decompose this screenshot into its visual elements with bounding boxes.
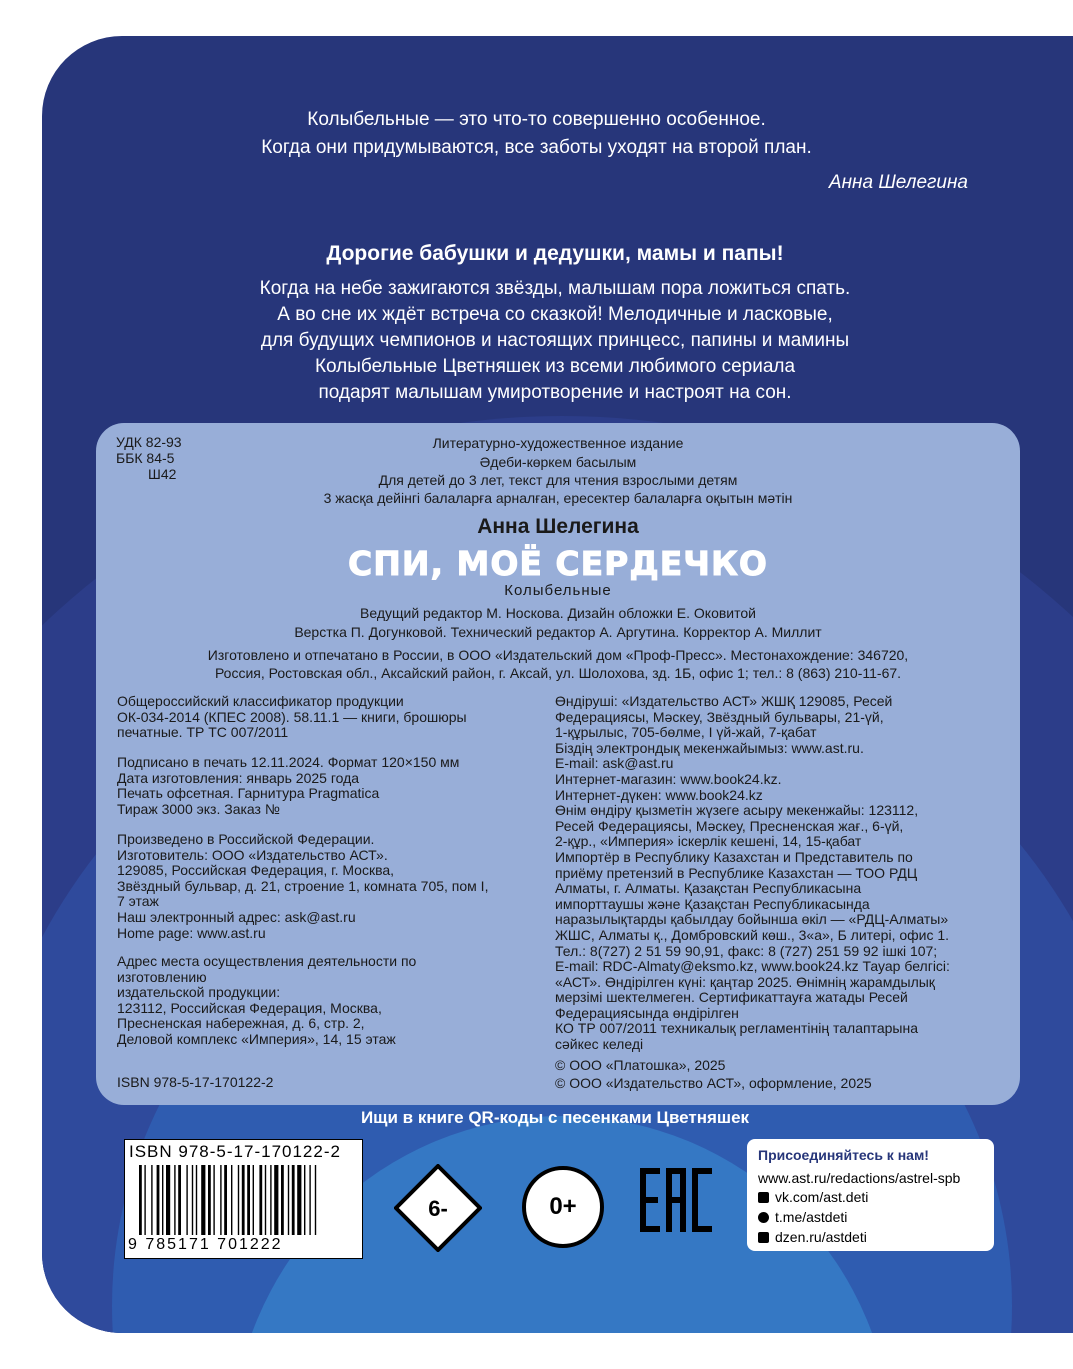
social-link-site[interactable] [758,1170,960,1186]
barcode-bar [208,1165,211,1235]
barcode-bar [238,1165,239,1235]
barcode-bar [309,1165,310,1235]
barcode-bar [270,1165,271,1235]
telegram-icon [758,1212,769,1223]
barcode-isbn: ISBN 978-5-17-170122-2 [129,1142,341,1161]
barcode-bar [297,1165,301,1235]
edition-type: Литературно-художественное издание [432,435,684,451]
barcode-bar [281,1165,284,1235]
imprint-line: Интернет-магазин: www.book24.kz. [555,770,782,787]
imprint-line: мерзімі шектелмеген. Сертификаттауға жатады Ресей [555,989,908,1006]
social-link-label[interactable]: dzen.ru/astdeti [775,1229,867,1245]
credits-line: Верстка П. Догунковой. Технический редактор А. Аргутина. Корректор А. Миллит [294,624,822,640]
barcode-bar [253,1165,254,1235]
epigraph-line: Колыбельные — это что-то совершенно особенное. [307,109,766,130]
barcode-bar [157,1165,160,1235]
barcode-bar [166,1165,170,1235]
barcode-bar [144,1165,145,1235]
imprint-line: 123112, Российская Федерация, Москва, [117,999,382,1016]
appeal-heading: Дорогие бабушки и дедушки, мамы и папы! [326,242,784,265]
barcode-bar [186,1165,187,1235]
barcode-bar [196,1165,197,1235]
barcode-bar [247,1165,250,1235]
imprint-line: Тел.: 8(727) 2 51 59 90,91, факс: 8 (727) 251 59 92 ішкі 107; [555,942,938,959]
imprint-line: Өндіруші: «Издательство АСТ» ЖШҚ 129085, Ресей [555,693,893,709]
barcode-bar [242,1165,245,1235]
barcode [124,1139,363,1259]
imprint-line: Адрес места осуществления деятельности по [117,953,417,969]
imprint-line: Изготовитель: ООО «Издательство АСТ». [117,846,388,863]
barcode-digits: 9 785171 701222 [128,1236,283,1253]
bbk-code: ББК 84-5 [116,450,175,466]
imprint-line: изготовлению [117,968,207,985]
imprint-line: Өнім өндіру қызметін жүзеге асыру мекенжайы: 123112, [555,802,919,819]
imprint-line: 7 этаж [117,893,159,910]
imprint-line: Пресненская набережная, д. 6, стр. 2, [117,1015,365,1032]
barcode-bar [139,1165,142,1235]
printing-line: Россия, Ростовская обл., Аксайский район, г. Аксай, ул. Шолохова, зд. 1Б, офис 1; тел.: 8 (863) 210-11-67. [214,665,902,681]
dzen-icon [758,1232,769,1243]
barcode-bar [224,1165,227,1235]
social-links-panel [747,1139,994,1251]
barcode-bar [178,1165,181,1235]
social-link-label[interactable]: vk.com/ast.deti [775,1189,869,1205]
credits-line: Ведущий редактор М. Носкова. Дизайн обложки Е. Оковитой [360,605,756,621]
appeal-text [0,276,1073,406]
social-heading: Присоединяйтесь к нам! [758,1147,929,1163]
imprint-line: Федерациясы, Мәскеу, Звёздный бульвары, 21-үй, [555,708,884,725]
imprint-line: Интернет-дүкен: www.book24.kz [555,786,763,803]
book-author: Анна Шелегина [477,515,639,538]
barcode-bars [139,1165,349,1235]
copyright-line: © ООО «Издательство АСТ», оформление, 2025 [555,1075,872,1091]
imprint-line: E-mail: RDC-Almaty@eksmo.kz, www.book24.kz Тауар белгісі: [555,958,950,975]
manufacturer-block [117,832,547,941]
appeal-line: А во сне их ждёт встреча со сказкой! Мелодичные и ласковые, [277,304,833,325]
social-link-label[interactable]: www.ast.ru/redactions/astrel-spb [758,1170,961,1186]
age-rating-diamond-label: 6- [428,1196,448,1221]
barcode-bar [220,1165,221,1235]
udk-code: УДК 82-93 [116,434,182,450]
copyright-line: © ООО «Платошка», 2025 [555,1057,726,1073]
barcode-bar [304,1165,305,1235]
imprint-line: печатные. ТР ТС 007/2011 [117,724,289,741]
imprint-line: Подписано в печать 12.11.2024. Формат 120×150 мм [117,754,460,770]
imprint-line: приёму претензий в Республике Казахстан — ТОО РДЦ [555,864,918,881]
social-link-label[interactable]: t.me/astdeti [775,1209,848,1225]
appeal-line: Когда на небе зажигаются звёзды, малышам пора ложиться спать. [259,278,851,299]
printing-line: Изготовлено и отпечатано в России, в ООО «Издательский дом «Проф-Пресс». Местонахождение: 346720, [207,647,909,663]
appeal-line: подарят малышам умиротворение и настроят на сон. [318,382,792,403]
imprint-line: ОК-034-2014 (КПЕС 2008). 58.11.1 — книги, брошюры [117,708,467,725]
book-subtitle: Колыбельные [504,582,612,599]
barcode-bar [201,1165,205,1235]
book-title: СПИ, МОЁ СЕРДЕЧКО [348,544,768,583]
epigraph-signature: Анна Шелегина [828,172,968,193]
imprint-line: Звёздный бульвар, д. 21, строение 1, комната 705, пом I, [117,877,489,894]
appeal-line: Колыбельные Цветняшек из всеми любимого сериала [314,356,796,377]
imprint-line: Алматы, г. Алматы. Қазақстан Республикасына [555,880,862,897]
eac-mark-icon [640,1168,712,1232]
imprint-line: Дата изготовления: январь 2025 года [117,769,360,786]
imprint-line: издательской продукции: [117,984,281,1001]
barcode-bar [315,1165,316,1235]
imprint-line: 1-құрылыс, 705-бөлме, I үй-жай, 7-қабат [555,724,817,741]
barcode-bar [231,1165,232,1235]
imprint-line: Ресей Федерациясы, Мәскеу, Пресненская жағ., 6-үй, [555,817,904,834]
age-rating-circle: 0+ [522,1166,604,1248]
barcode-bar [213,1165,214,1235]
imprint-line: КО ТР 007/2011 техникалық регламентінің талаптарына [555,1020,918,1037]
imprint-line: Импортёр в Республику Казахстан и Представитель по [555,848,913,865]
author-mark: Ш42 [148,466,177,482]
barcode-bar [274,1165,278,1235]
social-link-dzen[interactable] [758,1229,867,1245]
imprint-line: сәйкес келеді [555,1036,644,1053]
barcode-bar [151,1165,152,1235]
social-link-telegram[interactable] [758,1209,847,1225]
classifier-block [117,694,547,741]
qr-codes-note: Ищи в книге QR-коды с песенками Цветняшек [360,1108,750,1127]
imprint-line: импорттаушы және Қазақстан Республикасында [555,895,870,912]
activity-address-block [117,954,547,1048]
epigraph-line: Когда они придумываются, все заботы уходят на второй план. [261,137,812,158]
imprint-line: Печать офсетная. Гарнитура Pragmatica [117,785,380,802]
imprint-line: Біздің электрондық мекенжайымыз: www.ast.ru. [555,739,864,756]
barcode-bar [192,1165,193,1235]
imprint-line: 129085, Российская Федерация, г. Москва, [117,862,395,879]
barcode-bar [162,1165,163,1235]
imprint-line: Тираж 3000 экз. Заказ № [117,800,280,817]
imprint-line: ЖШС, Алматы қ., Домбровский көш., 3«а», Б литері, офис 1. [555,926,950,943]
imprint-line: наразылықтарды қабылдау бойынша өкіл — «РДЦ-Алматы» [555,911,949,928]
imprint-line: Произведено в Российской Федерации. [117,831,375,847]
kazakh-info-block [555,694,1005,1053]
imprint-line: Home page: www.ast.ru [117,924,266,941]
social-link-vk[interactable] [758,1189,868,1205]
imprint-line: 2-құр., «Империя» іскерлік кешені, 14, 15-қабат [555,833,862,850]
imprint-line: Федерациясында өндірілген [555,1004,739,1021]
barcode-bar [288,1165,289,1235]
edition-type-kz: Әдеби-көркем басылым [479,454,637,470]
barcode-bar [174,1165,175,1235]
age-note: Для детей до 3 лет, текст для чтения взрослыми детям [378,472,738,488]
imprint-line: E-mail: ask@ast.ru [555,755,674,772]
imprint-line: Общероссийский классификатор продукции [117,693,404,709]
appeal-line: для будущих чемпионов и настоящих принцесс, папины и мамины [260,330,850,351]
barcode-bar [292,1165,295,1235]
print-details-block [117,755,547,817]
imprint-line: «АСТ». Өндірілген күні: қаңтар 2025. Өнімнің жарамдылық [555,973,935,990]
vk-icon [758,1192,769,1203]
imprint-line: Деловой комплекс «Империя», 14, 15 этаж [117,1030,396,1047]
age-rating-diamond [394,1164,482,1252]
imprint-line: Наш электронный адрес: ask@ast.ru [117,908,356,925]
barcode-bar [265,1165,266,1235]
barcode-bar [259,1165,262,1235]
age-note-kz: 3 жасқа дейінгі балаларға арналған, ересектер балаларға оқытын мәтін [323,490,793,506]
isbn-line: ISBN 978-5-17-170122-2 [117,1074,274,1090]
